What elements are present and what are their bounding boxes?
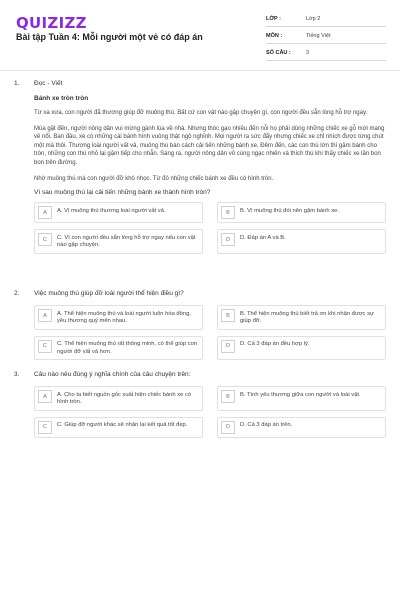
reading-passage	[34, 109, 386, 183]
option-text: C. Vì con người đều sẵn lòng hỗ trợ ngay nếu con vật nào gặp chuyện.	[57, 234, 196, 249]
option-text: C. Thể hiện muông thú rất thông minh, có thể giúp con người đỡ vất vả hơn.	[57, 341, 198, 355]
answer-options	[34, 305, 386, 360]
passage-paragraph: Mùa gặt đến, người nông dân vui mừng gánh lúa về nhà. Nhưng thóc gạo nhiều đến nỗi họ phải dùng những chiếc xe gỗ mới mang về nổi. Ban đầu, xe có những cái bánh hình vuông thật ngộ nghĩnh. Mọi người ra sức đẩy nhưng chiếc xe chỉ nhích được từng chút một mà thôi. Thương loài người vất vả, muông thú bàn cách cải tiến những bánh xe. Đêm đến, các con thú lớn thì gặm bánh cho tròn, những con thú nhỏ lại gặm tiếp cho nhẵn. Sáng ra, người nông dân vô cùng ngạc nhiên và thích thú khi thấy chiếc xe lăn bon bon trên đường.	[34, 125, 385, 166]
question-number: 2.	[14, 290, 20, 297]
answer-option-a[interactable]	[34, 305, 203, 330]
question-body	[34, 290, 386, 366]
worksheet-header	[14, 12, 386, 60]
answer-option-c[interactable]	[34, 336, 203, 361]
answer-option-d[interactable]	[217, 229, 386, 254]
meta-label: LỚP :	[266, 16, 281, 22]
option-text: B. Tình yêu thương giữa con người và loài vật.	[240, 391, 361, 398]
meta-row-grade	[266, 12, 386, 27]
meta-value: 3	[306, 50, 310, 56]
option-letter: C	[38, 340, 52, 353]
option-text: C. Giúp đỡ người khác sẽ nhận lại kết quả tốt đẹp.	[57, 422, 188, 429]
question-text: Việc muông thú giúp đỡ loài người thể hiện điều gì?	[34, 290, 184, 297]
meta-row-question-count	[266, 46, 386, 61]
meta-value: Tiếng Việt	[306, 33, 331, 39]
worksheet-title: Bài tập Tuần 4: Mỗi người một vẻ có đáp án	[16, 32, 203, 42]
answer-option-b[interactable]	[217, 305, 386, 330]
option-letter: B	[221, 390, 235, 403]
question-number: 1.	[14, 80, 20, 87]
option-text: A. Cho ta biết nguồn gốc xuất hiện chiếc bánh xe có hình tròn.	[57, 391, 192, 406]
option-text: A. Vì muông thú thương loài người vất vả.	[57, 207, 166, 214]
answer-option-a[interactable]	[34, 386, 203, 411]
option-letter: B	[221, 309, 235, 322]
question-text: Đọc - Viết	[34, 80, 63, 87]
option-letter: A	[38, 390, 52, 403]
answer-option-d[interactable]	[217, 417, 386, 438]
option-text: D. Cả 3 đáp án đều hợp lý.	[240, 341, 310, 348]
answer-option-c[interactable]	[34, 417, 203, 438]
meta-label: SỐ CÂU :	[266, 50, 291, 56]
option-letter: D	[221, 233, 235, 246]
answer-option-d[interactable]	[217, 336, 386, 361]
answer-options	[34, 202, 386, 254]
option-letter: D	[221, 421, 235, 434]
option-text: B. Vì muông thú đói nên gặm bánh xe.	[240, 207, 339, 214]
option-text: B. Thể hiện muông thú biết trả ơn khi nhận được sự giúp đỡ.	[240, 310, 374, 325]
question-body	[34, 80, 386, 260]
option-letter: D	[221, 340, 235, 353]
meta-row-subject	[266, 29, 386, 44]
passage-paragraph: Từ xa xưa, con người đã thương giúp đỡ muông thú. Bất cứ con vật nào gặp chuyện gì, con người đều sẵn lòng hỗ trợ ngay.	[34, 110, 368, 116]
option-text: D. Đáp án A và B.	[240, 234, 286, 241]
option-text: D. Cả 3 đáp án trên.	[240, 422, 293, 429]
answer-option-c[interactable]	[34, 229, 203, 254]
meta-label: MÔN :	[266, 33, 283, 39]
option-letter: C	[38, 421, 52, 434]
meta-value: Lớp 2	[306, 16, 321, 22]
question-number: 3.	[14, 371, 20, 378]
passage-title: Bánh xe tròn tròn	[34, 95, 89, 102]
option-text: A. Thể hiện muông thú và loài người luôn hòa đồng, yêu thương quý mến nhau.	[57, 310, 191, 325]
answer-option-b[interactable]	[217, 386, 386, 411]
header-divider	[0, 70, 400, 71]
option-letter: C	[38, 233, 52, 246]
passage-paragraph: Nhờ muông thú mà con người đỡ khó nhọc. Từ đó những chiếc bánh xe đều có hình tròn.	[34, 175, 274, 182]
answer-option-b[interactable]	[217, 202, 386, 223]
question-body	[34, 371, 386, 444]
question-prompt: Vì sao muông thú lại cải tiến những bánh xe thành hình tròn?	[34, 189, 211, 197]
option-letter: A	[38, 309, 52, 322]
option-letter: B	[221, 206, 235, 219]
answer-options	[34, 386, 386, 438]
quizizz-logo[interactable]: QUIZIZZ	[16, 14, 87, 32]
answer-option-a[interactable]	[34, 202, 203, 223]
worksheet-meta	[266, 12, 386, 63]
question-text: Câu nào nêu đúng ý nghĩa chính của câu chuyện trên:	[34, 371, 191, 378]
option-letter: A	[38, 206, 52, 219]
